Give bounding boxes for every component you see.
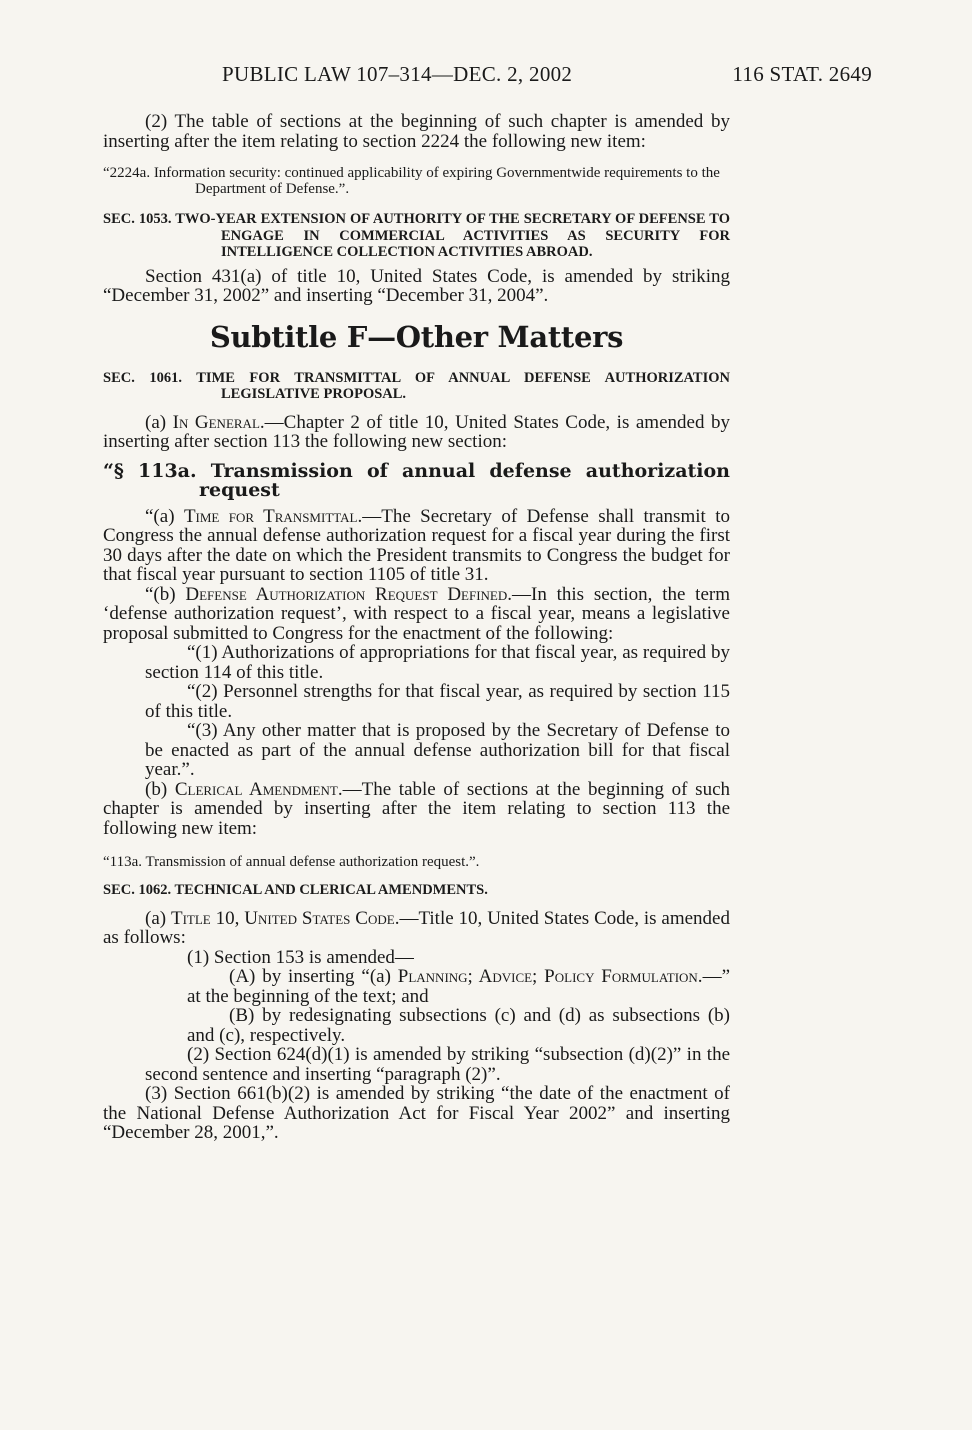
subparagraph-text-pre: (A) by inserting “(a): [229, 966, 398, 987]
section-113a-heading-line2: request: [199, 479, 280, 501]
subsection-caption: Clerical Amendment.: [174, 778, 343, 800]
subparagraph-a-1-A: [103, 967, 730, 1006]
paragraph-b-2: “(2) Personnel strengths for that fiscal year, as required by section 115 of this title.: [145, 681, 730, 722]
paragraph-a-1: (1) Section 153 is amended—: [187, 946, 414, 968]
paragraph-b-3: “(3) Any other matter that is proposed by the Secretary of Defense to be enacted as part of the annual defense authorization bill for that fiscal year.”.: [145, 720, 730, 780]
subsection-label: (b): [145, 778, 175, 800]
subsection-text: —The Secretary of Defense shall transmit to Congress the annual defense authorization request for a fiscal year during the first 30 days after the date on which the President transmits to Congress the budget for that fiscal year pursuant to section 1105 of title 31.: [103, 505, 730, 585]
section-113a-subsection-a: [103, 507, 730, 585]
section-1053-heading: SEC. 1053. TWO-YEAR EXTENSION OF AUTHORITY OF THE SECRETARY OF DEFENSE TO ENGAGE IN COMMERCIAL ACTIVITIES AS SECURITY FOR INTELLIGENCE COLLECTION ACTIVITIES ABROAD.: [103, 211, 730, 260]
statute-page-number: 116 STAT. 2649: [732, 62, 872, 86]
subsection-caption: In General.: [172, 411, 265, 433]
table-item-2224a: “2224a. Information security: continued applicability of expiring Governmentwide requirements to the Department of Defense.”.: [103, 165, 720, 197]
section-1061-subsection-a: [103, 413, 730, 452]
subparagraph-text-post: —” at the beginning of the text; and: [187, 966, 730, 1007]
subsection-caption: Title 10, United States Code.: [170, 907, 400, 929]
subsection-text: —Chapter 2 of title 10, United States Code, is amended by inserting after section 113 the following new section:: [103, 411, 730, 452]
paragraph-a-3: (3) Section 661(b)(2) is amended by striking “the date of the enactment of the National Defense Authorization Act for Fiscal Year 2002” and inserting “December 28, 2001,”.: [103, 1083, 730, 1143]
subsection-text: —Title 10, United States Code, is amended as follows:: [103, 907, 730, 948]
subsection-label: (a): [145, 411, 173, 433]
section-113a-subsection-b: [103, 585, 730, 644]
subsection-caption: Time for Transmittal.: [183, 505, 363, 527]
subsection-label: (a): [145, 907, 171, 929]
section-1062-heading: SEC. 1062. TECHNICAL AND CLERICAL AMENDMENTS.: [103, 882, 488, 898]
paragraph-b-1: “(1) Authorizations of appropriations for that fiscal year, as required by section 114 of this title.: [145, 642, 730, 683]
section-1061-heading: SEC. 1061. TIME FOR TRANSMITTAL OF ANNUAL DEFENSE AUTHORIZATION LEGISLATIVE PROPOSAL.: [103, 369, 730, 402]
page-header: [0, 62, 972, 92]
subsection-caption: Defense Authorization Request Defined.: [185, 583, 513, 605]
table-item-113a: “113a. Transmission of annual defense authorization request.”.: [103, 854, 480, 870]
subparagraph-a-1-B: (B) by redesignating subsections (c) and (d) as subsections (b) and (c), respectively.: [187, 1005, 730, 1046]
subsection-text: —In this section, the term ‘defense authorization request’, with respect to a fiscal year, means a legislative proposal submitted to Congress for the enactment of the following:: [103, 583, 731, 644]
subparagraph-caption: Planning; Advice; Policy Formulation.: [397, 966, 703, 987]
subsection-text: —The table of sections at the beginning of such chapter is amended by inserting after the item relating to section 113 the following new item:: [103, 778, 731, 839]
running-head: PUBLIC LAW 107–314—DEC. 2, 2002: [222, 62, 573, 86]
subsection-label: “(b): [145, 583, 186, 605]
section-1061-subsection-b: [103, 780, 730, 839]
document-body: [103, 112, 730, 1143]
section-1053-text: Section 431(a) of title 10, United States Code, is amended by striking “December 31, 2002” and inserting “December 31, 2004”.: [103, 265, 730, 306]
paragraph-table-2224: (2) The table of sections at the beginning of such chapter is amended by inserting after the item relating to section 2224 the following new item:: [103, 111, 730, 152]
subsection-label: “(a): [145, 505, 184, 527]
subtitle-heading: Subtitle F—Other Matters: [209, 319, 624, 354]
section-1062-subsection-a: [103, 909, 730, 948]
section-113a-heading-line1: “§ 113a. Transmission of annual defense authorization: [103, 459, 730, 482]
paragraph-a-2: (2) Section 624(d)(1) is amended by striking “subsection (d)(2)” in the second sentence and inserting “paragraph (2)”.: [145, 1044, 730, 1085]
